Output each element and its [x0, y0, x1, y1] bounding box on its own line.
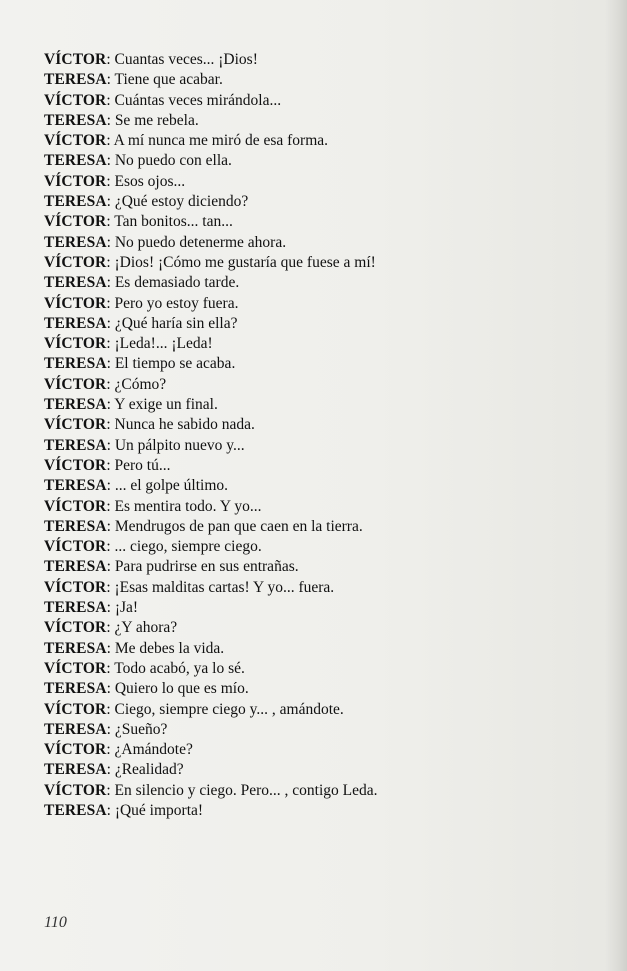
- speech-text: No puedo detenerme ahora.: [114, 233, 287, 251]
- speech-text: ¿Y ahora?: [114, 619, 178, 637]
- speaker-name: VÍCTOR: [44, 294, 107, 312]
- page-number: 110: [44, 914, 67, 931]
- speaker-name: VÍCTOR: [44, 781, 107, 799]
- speaker-name: VÍCTOR: [44, 578, 107, 596]
- dialogue-line: TERESA: ¡Qué importa!: [44, 801, 204, 819]
- speaker-name: VÍCTOR: [44, 51, 107, 68]
- speech-text: Pero tú...: [114, 456, 171, 474]
- page-edge-shadow: [605, 0, 627, 971]
- speech-text: Un pálpito nuevo y...: [114, 436, 245, 454]
- dialogue-line: VÍCTOR: Cuantas veces... ¡Dios!: [44, 51, 258, 68]
- speaker-name: TERESA: [44, 396, 107, 414]
- speech-text: No puedo con ella.: [114, 152, 232, 170]
- dialogue-line: VÍCTOR: Cuántas veces mirándola...: [44, 91, 282, 109]
- speech-text: En silencio y ciego. Pero... , contigo Leda.: [114, 781, 378, 799]
- speech-text: Esos ojos...: [114, 172, 186, 190]
- dialogue-line: VÍCTOR: ¡Leda!... ¡Leda!: [44, 335, 213, 353]
- dialogue-line: VÍCTOR: Ciego, siempre ciego y... , amándote.: [44, 700, 344, 718]
- speech-text: ¿Realidad?: [114, 761, 184, 779]
- speaker-name: VÍCTOR: [44, 741, 107, 759]
- dialogue-line: VÍCTOR: ... ciego, siempre ciego.: [44, 538, 262, 556]
- dialogue-line: TERESA: ¿Qué estoy diciendo?: [44, 193, 249, 211]
- speaker-name: TERESA: [44, 761, 107, 779]
- dialogue-line: VÍCTOR: Esos ojos...: [44, 172, 186, 190]
- dialogue-line: VÍCTOR: Es mentira todo. Y yo...: [44, 497, 262, 515]
- speech-text: ¡Qué importa!: [114, 801, 204, 819]
- dialogue-line: TERESA: Quiero lo que es mío.: [44, 680, 249, 698]
- speech-text: Pero yo estoy fuera.: [114, 294, 239, 312]
- speech-text: Se me rebela.: [114, 111, 199, 129]
- speech-text: ¡Ja!: [114, 599, 139, 617]
- speaker-name: VÍCTOR: [44, 91, 107, 109]
- speech-text: Cuantas veces... ¡Dios!: [114, 51, 258, 68]
- speaker-name: TERESA: [44, 801, 107, 819]
- speaker-name: VÍCTOR: [44, 172, 107, 190]
- speech-text: ... el golpe último.: [114, 477, 229, 495]
- dialogue-block: [44, 50, 584, 821]
- dialogue-line: TERESA: Tiene que acabar.: [44, 71, 223, 89]
- dialogue-line: VÍCTOR: Pero tú...: [44, 456, 171, 474]
- speaker-name: TERESA: [44, 558, 107, 576]
- speaker-name: TERESA: [44, 599, 107, 617]
- dialogue-line: VÍCTOR: ¿Amándote?: [44, 741, 193, 759]
- speaker-name: VÍCTOR: [44, 538, 107, 556]
- speech-text: ¡Esas malditas cartas! Y yo... fuera.: [114, 578, 335, 596]
- speech-text: Tan bonitos... tan...: [114, 213, 233, 231]
- dialogue-line: TERESA: Me debes la vida.: [44, 639, 225, 657]
- speech-text: A mí nunca me miró de esa forma.: [113, 132, 329, 150]
- speaker-name: TERESA: [44, 720, 107, 738]
- dialogue-line: TERESA: ¿Qué haría sin ella?: [44, 314, 238, 332]
- speaker-name: TERESA: [44, 436, 107, 454]
- dialogue-line: TERESA: Se me rebela.: [44, 111, 199, 129]
- dialogue-line: VÍCTOR: ¡Dios! ¡Cómo me gustaría que fuese a mí!: [44, 253, 376, 271]
- speech-text: Mendrugos de pan que caen en la tierra.: [114, 517, 363, 535]
- dialogue-line: VÍCTOR: En silencio y ciego. Pero... , contigo Leda.: [44, 781, 378, 799]
- dialogue-line: VÍCTOR: Pero yo estoy fuera.: [44, 294, 239, 312]
- speaker-name: VÍCTOR: [44, 213, 107, 231]
- speech-text: ... ciego, siempre ciego.: [114, 538, 262, 556]
- dialogue-line: VÍCTOR: Todo acabó, ya lo sé.: [44, 659, 245, 677]
- speech-text: ¡Dios! ¡Cómo me gustaría que fuese a mí!: [114, 253, 376, 271]
- speaker-name: VÍCTOR: [44, 659, 107, 677]
- dialogue-line: TERESA: Un pálpito nuevo y...: [44, 436, 245, 454]
- dialogue-line: VÍCTOR: A mí nunca me miró de esa forma.: [44, 132, 329, 150]
- speaker-name: TERESA: [44, 477, 107, 495]
- speaker-name: TERESA: [44, 111, 107, 129]
- dialogue-line: TERESA: El tiempo se acaba.: [44, 355, 236, 373]
- speech-text: Ciego, siempre ciego y... , amándote.: [114, 700, 344, 718]
- speaker-name: TERESA: [44, 152, 107, 170]
- speech-text: Cuántas veces mirándola...: [114, 91, 282, 109]
- speaker-name: VÍCTOR: [44, 132, 107, 150]
- dialogue-line: VÍCTOR: ¡Esas malditas cartas! Y yo... fuera.: [44, 578, 335, 596]
- speaker-name: VÍCTOR: [44, 375, 107, 393]
- speaker-name: TERESA: [44, 517, 107, 535]
- speaker-name: TERESA: [44, 314, 107, 332]
- speaker-name: TERESA: [44, 274, 107, 292]
- dialogue-line: TERESA: Es demasiado tarde.: [44, 274, 240, 292]
- speech-text: Todo acabó, ya lo sé.: [114, 659, 245, 677]
- speech-text: Para pudrirse en sus entrañas.: [114, 558, 299, 576]
- speaker-name: VÍCTOR: [44, 416, 107, 434]
- speaker-name: TERESA: [44, 639, 107, 657]
- dialogue-line: VÍCTOR: ¿Cómo?: [44, 375, 167, 393]
- speaker-name: TERESA: [44, 193, 107, 211]
- speech-text: ¡Leda!... ¡Leda!: [114, 335, 213, 353]
- speech-text: ¿Qué haría sin ella?: [114, 314, 238, 332]
- speaker-name: VÍCTOR: [44, 335, 107, 353]
- speech-text: Me debes la vida.: [114, 639, 225, 657]
- dialogue-line: TERESA: Para pudrirse en sus entrañas.: [44, 558, 299, 576]
- speaker-name: VÍCTOR: [44, 619, 107, 637]
- dialogue-line: TERESA: Y exige un final.: [44, 396, 218, 414]
- dialogue-line: TERESA: No puedo con ella.: [44, 152, 232, 170]
- speech-text: ¿Cómo?: [114, 375, 167, 393]
- speaker-name: TERESA: [44, 71, 107, 89]
- dialogue-line: TERESA: ¿Realidad?: [44, 761, 184, 779]
- speech-text: ¿Qué estoy diciendo?: [114, 193, 249, 211]
- speaker-name: TERESA: [44, 680, 107, 698]
- speaker-name: TERESA: [44, 355, 107, 373]
- speaker-name: VÍCTOR: [44, 497, 107, 515]
- speech-text: ¿Sueño?: [114, 720, 168, 738]
- speech-text: Y exige un final.: [114, 396, 218, 414]
- speaker-name: VÍCTOR: [44, 700, 107, 718]
- dialogue-line: VÍCTOR: Nunca he sabido nada.: [44, 416, 255, 434]
- speech-text: ¿Amándote?: [114, 741, 193, 759]
- dialogue-line: VÍCTOR: Tan bonitos... tan...: [44, 213, 233, 231]
- speaker-name: VÍCTOR: [44, 253, 107, 271]
- speech-text: Quiero lo que es mío.: [114, 680, 249, 698]
- dialogue-line: TERESA: No puedo detenerme ahora.: [44, 233, 287, 251]
- speech-text: Nunca he sabido nada.: [114, 416, 255, 434]
- speech-text: Es demasiado tarde.: [114, 274, 240, 292]
- dialogue-line: TERESA: Mendrugos de pan que caen en la tierra.: [44, 517, 363, 535]
- speaker-name: TERESA: [44, 233, 107, 251]
- dialogue-line: TERESA: ... el golpe último.: [44, 477, 229, 495]
- speech-text: Tiene que acabar.: [114, 71, 223, 89]
- dialogue-line: TERESA: ¿Sueño?: [44, 720, 168, 738]
- speech-text: El tiempo se acaba.: [114, 355, 236, 373]
- speech-text: Es mentira todo. Y yo...: [114, 497, 262, 515]
- dialogue-line: TERESA: ¡Ja!: [44, 599, 139, 617]
- dialogue-line: VÍCTOR: ¿Y ahora?: [44, 619, 178, 637]
- speaker-name: VÍCTOR: [44, 456, 107, 474]
